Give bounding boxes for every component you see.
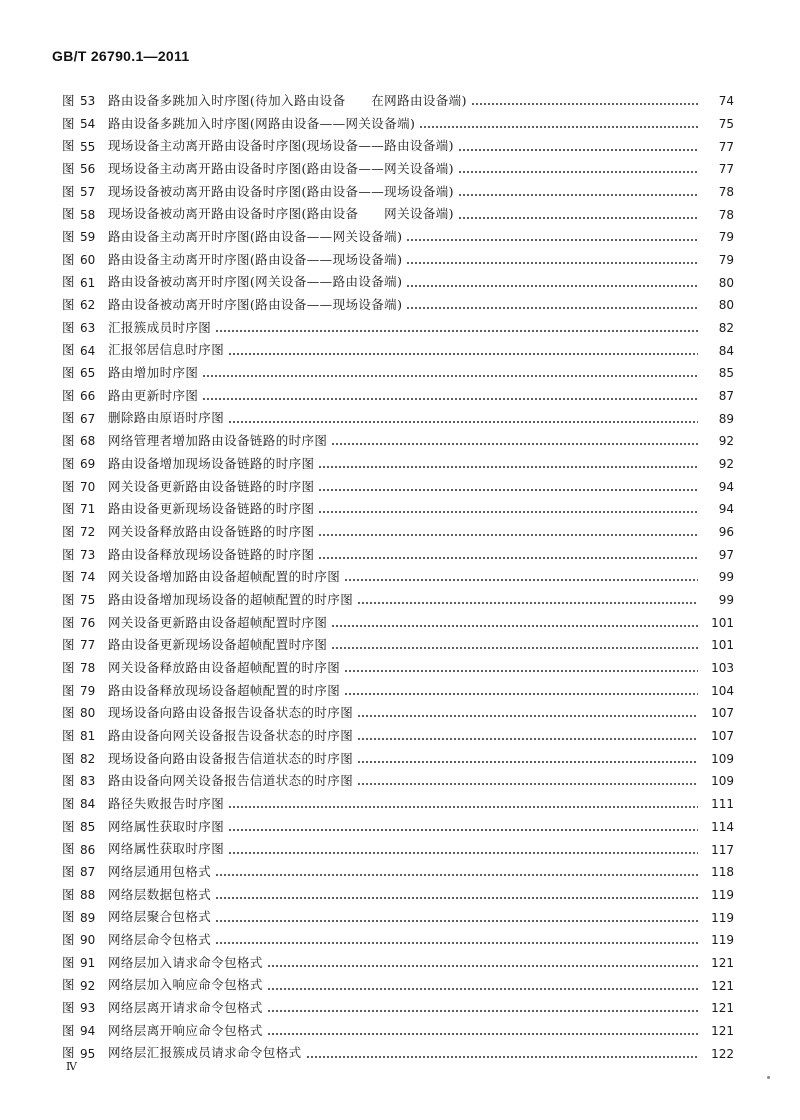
dot-leader (331, 443, 698, 445)
toc-entry[interactable] (62, 90, 734, 113)
toc-entry[interactable] (62, 113, 734, 136)
page-number: 85 (718, 366, 734, 381)
toc-entry[interactable] (62, 929, 734, 952)
standard-code-header: GB/T 26790.1—2011 (52, 48, 190, 64)
toc-entry[interactable] (62, 181, 734, 204)
toc-entry[interactable] (62, 861, 734, 884)
dot-leader (344, 693, 698, 695)
figure-label: 图 (62, 750, 75, 766)
figure-number: 80 (80, 706, 96, 721)
figure-title: 路由设备被动离开时序图(路由设备——现场设备端) (108, 297, 403, 313)
toc-entry[interactable] (62, 475, 734, 498)
figure-label: 图 (62, 705, 75, 721)
page-number: 80 (718, 275, 734, 290)
toc-entry[interactable] (62, 838, 734, 861)
figure-title: 路由设备多跳加入时序图(网路由设备——网关设备端) (108, 115, 416, 131)
figure-label: 图 (62, 297, 75, 313)
figure-title: 现场设备向路由设备报告信道状态的时序图 (108, 750, 354, 766)
figure-label: 图 (62, 546, 75, 562)
figure-number: 71 (80, 502, 96, 517)
figure-label: 图 (62, 818, 75, 834)
dot-leader (267, 965, 698, 967)
figure-number: 95 (80, 1046, 96, 1061)
figure-number: 93 (80, 1001, 96, 1016)
dot-leader (202, 375, 698, 377)
figure-number: 54 (80, 117, 96, 131)
dot-leader (357, 761, 698, 763)
toc-entry[interactable] (62, 203, 734, 226)
toc-entry[interactable] (62, 339, 734, 362)
figure-title: 路由设备向网关设备报告设备状态的时序图 (108, 727, 354, 743)
figure-label: 图 (62, 183, 75, 199)
page-number: 75 (718, 117, 734, 131)
toc-entry[interactable] (62, 317, 734, 340)
figure-label: 图 (62, 682, 75, 698)
toc-entry[interactable] (62, 430, 734, 453)
figure-number: 67 (80, 411, 96, 426)
dot-leader (344, 579, 698, 581)
toc-entry[interactable] (62, 997, 734, 1020)
figure-title: 删除路由原语时序图 (108, 410, 225, 426)
dot-leader (215, 897, 698, 899)
figure-number: 74 (80, 570, 96, 585)
toc-entry[interactable] (62, 407, 734, 430)
dot-leader (357, 783, 698, 785)
dot-leader (357, 715, 698, 717)
page-number: 77 (718, 139, 734, 154)
figure-title: 路由设备主动离开时序图(路由设备——网关设备端) (108, 229, 403, 245)
dot-leader (267, 1010, 698, 1012)
scan-speck (767, 1076, 770, 1079)
page-number: 107 (711, 729, 734, 744)
figure-title: 网关设备释放路由设备超帧配置的时序图 (108, 659, 341, 675)
figure-number: 66 (80, 389, 96, 404)
page-number: 114 (711, 819, 734, 834)
figure-label: 图 (62, 909, 75, 925)
dot-leader (458, 149, 698, 151)
toc-entry[interactable] (62, 793, 734, 816)
figure-label: 图 (62, 727, 75, 743)
figure-title: 网络属性获取时序图 (108, 818, 225, 834)
figure-number: 57 (80, 185, 96, 200)
figure-label: 图 (62, 1045, 75, 1061)
toc-entry[interactable] (62, 249, 734, 272)
toc-entry[interactable] (62, 1020, 734, 1043)
figure-title: 路由设备释放现场设备链路的时序图 (108, 546, 315, 562)
toc-entry[interactable] (62, 884, 734, 907)
dot-leader (306, 1056, 698, 1058)
figure-title: 现场设备被动离开路由设备时序图(路由设备——现场设备端) (108, 183, 454, 199)
figure-number: 86 (80, 842, 96, 857)
toc-entry[interactable] (62, 816, 734, 839)
dot-leader (331, 625, 698, 627)
figure-title: 路由设备增加现场设备链路的时序图 (108, 455, 315, 471)
page-number: 101 (711, 638, 734, 653)
page-number: 107 (711, 706, 734, 721)
page-number: 87 (718, 389, 734, 404)
dot-leader (406, 239, 698, 241)
dot-leader (267, 1033, 698, 1035)
figure-label: 图 (62, 795, 75, 811)
dot-leader (318, 511, 698, 513)
figure-title: 网络层加入请求命令包格式 (108, 954, 263, 970)
toc-entry[interactable] (62, 543, 734, 566)
toc-entry[interactable] (62, 974, 734, 997)
figure-label: 图 (62, 206, 75, 222)
toc-entry[interactable] (62, 589, 734, 612)
figure-title: 路由设备增加现场设备的超帧配置的时序图 (108, 591, 354, 607)
toc-entry[interactable] (62, 747, 734, 770)
dot-leader (228, 353, 698, 355)
page-number: 122 (711, 1046, 734, 1061)
toc-entry[interactable] (62, 521, 734, 544)
figure-number: 62 (80, 298, 96, 313)
figure-title: 网络层聚合包格式 (108, 909, 212, 925)
figure-label: 图 (62, 614, 75, 630)
figure-title: 汇报簇成员时序图 (108, 319, 212, 335)
figure-title: 网关设备释放路由设备链路的时序图 (108, 523, 315, 539)
toc-entry[interactable] (62, 952, 734, 975)
page-number: 89 (718, 411, 734, 426)
figure-label: 图 (62, 365, 75, 381)
figure-label: 图 (62, 229, 75, 245)
figure-number: 88 (80, 887, 96, 902)
figure-label: 图 (62, 1022, 75, 1038)
page-number: 94 (718, 479, 734, 494)
figure-label: 图 (62, 841, 75, 857)
dot-leader (458, 171, 698, 173)
figure-label: 图 (62, 319, 75, 335)
figure-title: 网络管理者增加路由设备链路的时序图 (108, 433, 328, 449)
figure-title: 现场设备被动离开路由设备时序图(路由设备 网关设备端) (108, 206, 454, 222)
page-folio: Ⅳ (66, 1060, 77, 1073)
dot-leader (215, 920, 698, 922)
figure-number: 65 (80, 366, 96, 381)
page-number: 99 (718, 593, 734, 608)
dot-leader (318, 466, 698, 468)
figure-label: 图 (62, 931, 75, 947)
figure-label: 图 (62, 659, 75, 675)
dot-leader (318, 489, 698, 491)
figure-title: 网关设备更新路由设备链路的时序图 (108, 478, 315, 494)
figure-label: 图 (62, 387, 75, 403)
toc-entry[interactable] (62, 453, 734, 476)
figure-label: 图 (62, 501, 75, 517)
dot-leader (215, 874, 698, 876)
page-number: 79 (718, 253, 734, 268)
figure-title: 网络层加入响应命令包格式 (108, 977, 263, 993)
figure-title: 路由设备向网关设备报告信道状态的时序图 (108, 773, 354, 789)
page-number: 77 (718, 162, 734, 177)
figure-label: 图 (62, 274, 75, 290)
figure-number: 72 (80, 525, 96, 540)
figure-number: 58 (80, 207, 96, 222)
figure-title: 路由设备释放现场设备超帧配置的时序图 (108, 682, 341, 698)
figure-label: 图 (62, 138, 75, 154)
figure-number: 61 (80, 275, 96, 290)
figure-title: 网络属性获取时序图 (108, 841, 225, 857)
figure-label: 图 (62, 251, 75, 267)
figure-label: 图 (62, 455, 75, 471)
figure-title: 网络层离开请求命令包格式 (108, 999, 263, 1015)
page-number: 109 (711, 751, 734, 766)
figure-number: 63 (80, 321, 96, 336)
toc-entry[interactable] (62, 634, 734, 657)
figure-title: 路由更新时序图 (108, 387, 199, 403)
dot-leader (344, 670, 698, 672)
figure-number: 53 (80, 94, 96, 109)
dot-leader (318, 557, 698, 559)
figure-title: 网络层离开响应命令包格式 (108, 1022, 263, 1038)
figure-title: 现场设备主动离开路由设备时序图(现场设备——路由设备端) (108, 138, 454, 154)
page-number: 119 (711, 933, 734, 948)
figure-title: 网关设备更新路由设备超帧配置时序图 (108, 614, 328, 630)
dot-leader (215, 942, 698, 944)
figure-title: 网络层通用包格式 (108, 863, 212, 879)
toc-entry[interactable] (62, 385, 734, 408)
figure-number: 81 (80, 729, 96, 744)
dot-leader (406, 262, 698, 264)
page-number: 118 (711, 865, 734, 880)
figure-number: 94 (80, 1023, 96, 1038)
dot-leader (318, 534, 698, 536)
figure-number: 87 (80, 865, 96, 880)
page-number: 82 (718, 321, 734, 336)
toc-entry[interactable] (62, 271, 734, 294)
page-number: 104 (711, 683, 734, 698)
figure-number: 84 (80, 797, 96, 812)
dot-leader (267, 988, 698, 990)
page-number: 79 (718, 230, 734, 245)
page-number: 119 (711, 910, 734, 925)
page-number: 103 (711, 661, 734, 676)
figure-number: 60 (80, 253, 96, 268)
figure-number: 69 (80, 457, 96, 472)
page-number: 119 (711, 887, 734, 902)
figure-number: 78 (80, 661, 96, 676)
toc-entry[interactable] (62, 294, 734, 317)
figure-number: 55 (80, 139, 96, 154)
dot-leader (458, 217, 698, 219)
page-number: 97 (718, 547, 734, 562)
figure-title: 现场设备向路由设备报告设备状态的时序图 (108, 705, 354, 721)
page-number: 78 (718, 185, 734, 200)
toc-entry[interactable] (62, 679, 734, 702)
figure-label: 图 (62, 523, 75, 539)
dot-leader (228, 421, 698, 423)
page-number: 121 (711, 1023, 734, 1038)
figure-title: 网关设备增加路由设备超帧配置的时序图 (108, 569, 341, 585)
figure-number: 79 (80, 683, 96, 698)
figure-title: 路由增加时序图 (108, 365, 199, 381)
dot-leader (458, 194, 698, 196)
page-number: 99 (718, 570, 734, 585)
figure-number: 89 (80, 910, 96, 925)
page-number: 121 (711, 978, 734, 993)
dot-leader (419, 126, 698, 128)
figure-title: 现场设备主动离开路由设备时序图(路由设备——网关设备端) (108, 161, 454, 177)
toc-entry[interactable] (62, 611, 734, 634)
dot-leader (471, 103, 698, 105)
dot-leader (357, 738, 698, 740)
figure-label: 图 (62, 115, 75, 131)
figure-number: 73 (80, 547, 96, 562)
toc-entry[interactable] (62, 362, 734, 385)
figure-title: 路由设备主动离开时序图(路由设备——现场设备端) (108, 251, 403, 267)
figure-number: 59 (80, 230, 96, 245)
toc-entry[interactable] (62, 158, 734, 181)
dot-leader (202, 398, 698, 400)
dot-leader (228, 829, 698, 831)
figure-title: 路由设备更新现场设备链路的时序图 (108, 501, 315, 517)
figure-number: 70 (80, 479, 96, 494)
figure-number: 85 (80, 819, 96, 834)
figure-label: 图 (62, 569, 75, 585)
figure-label: 图 (62, 342, 75, 358)
toc-entry[interactable] (62, 498, 734, 521)
figure-title: 网络层汇报簇成员请求命令包格式 (108, 1045, 302, 1061)
toc-entry[interactable] (62, 702, 734, 725)
figure-label: 图 (62, 977, 75, 993)
figure-number: 76 (80, 615, 96, 630)
figure-title: 汇报邻居信息时序图 (108, 342, 225, 358)
figure-number: 56 (80, 162, 96, 177)
figure-number: 91 (80, 955, 96, 970)
figure-label: 图 (62, 591, 75, 607)
page-number: 111 (711, 797, 734, 812)
dot-leader (228, 852, 698, 854)
dot-leader (228, 806, 698, 808)
list-of-figures (62, 90, 734, 1065)
page-number: 121 (711, 955, 734, 970)
figure-number: 68 (80, 434, 96, 449)
page-number: 94 (718, 502, 734, 517)
toc-entry[interactable] (62, 657, 734, 680)
figure-label: 图 (62, 93, 75, 109)
toc-entry[interactable] (62, 135, 734, 158)
toc-entry[interactable] (62, 725, 734, 748)
figure-title: 路由设备更新现场设备超帧配置时序图 (108, 637, 328, 653)
dot-leader (215, 330, 698, 332)
page-number: 78 (718, 207, 734, 222)
dot-leader (406, 307, 698, 309)
page-number: 109 (711, 774, 734, 789)
figure-title: 网络层数据包格式 (108, 886, 212, 902)
page-number: 80 (718, 298, 734, 313)
page-number: 84 (718, 343, 734, 358)
page-number: 96 (718, 525, 734, 540)
figure-label: 图 (62, 637, 75, 653)
figure-number: 64 (80, 343, 96, 358)
dot-leader (331, 647, 698, 649)
figure-number: 90 (80, 933, 96, 948)
figure-number: 75 (80, 593, 96, 608)
toc-entry[interactable] (62, 906, 734, 929)
page-number: 92 (718, 434, 734, 449)
figure-label: 图 (62, 999, 75, 1015)
figure-title: 路径失败报告时序图 (108, 795, 225, 811)
toc-entry[interactable] (62, 1042, 734, 1065)
figure-label: 图 (62, 433, 75, 449)
page-number: 92 (718, 457, 734, 472)
figure-label: 图 (62, 886, 75, 902)
figure-number: 92 (80, 978, 96, 993)
page-number: 117 (711, 842, 734, 857)
figure-label: 图 (62, 773, 75, 789)
dot-leader (406, 285, 698, 287)
figure-number: 82 (80, 751, 96, 766)
toc-entry[interactable] (62, 226, 734, 249)
figure-title: 网络层命令包格式 (108, 931, 212, 947)
page-number: 121 (711, 1001, 734, 1016)
figure-number: 77 (80, 638, 96, 653)
page-number: 101 (711, 615, 734, 630)
figure-label: 图 (62, 478, 75, 494)
figure-label: 图 (62, 410, 75, 426)
figure-number: 83 (80, 774, 96, 789)
toc-entry[interactable] (62, 566, 734, 589)
figure-label: 图 (62, 863, 75, 879)
figure-title: 路由设备被动离开时序图(网关设备——路由设备端) (108, 274, 403, 290)
figure-title: 路由设备多跳加入时序图(待加入路由设备 在网路由设备端) (108, 93, 467, 109)
dot-leader (357, 602, 698, 604)
figure-label: 图 (62, 161, 75, 177)
page-number: 74 (718, 94, 734, 109)
figure-label: 图 (62, 954, 75, 970)
toc-entry[interactable] (62, 770, 734, 793)
